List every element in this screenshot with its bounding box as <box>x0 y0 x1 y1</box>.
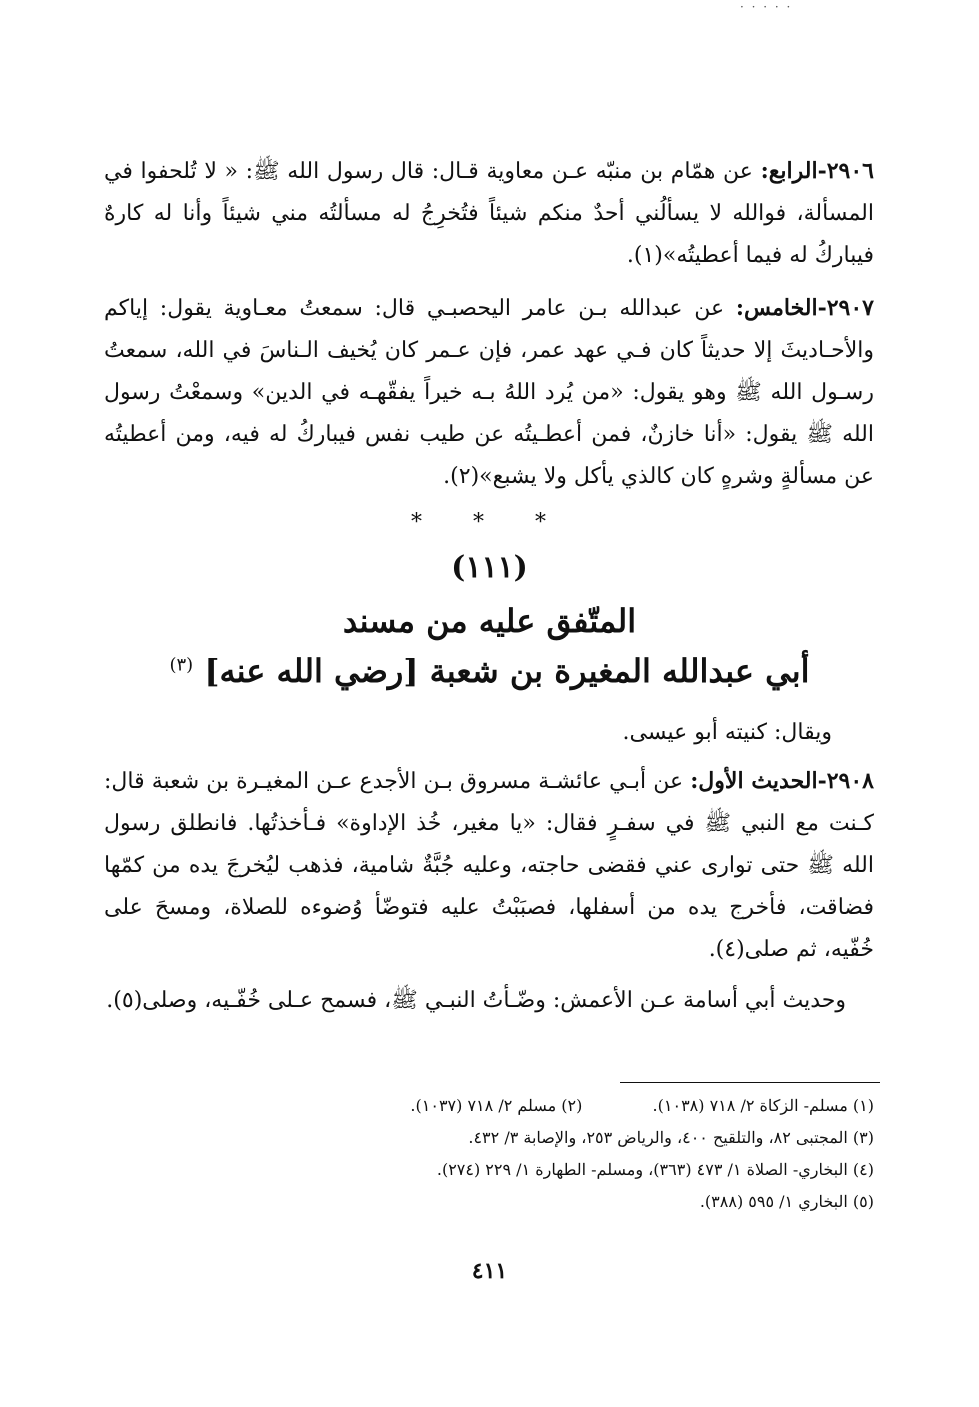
separator-stars: * * * <box>411 510 568 535</box>
hadith-2906-label: ٢٩٠٦-الرابع: <box>760 158 874 184</box>
hadith-2907-label: ٢٩٠٧-الخامس: <box>735 295 874 321</box>
page-number: ٤١١ <box>471 1258 508 1284</box>
kunya-line <box>104 712 874 754</box>
footnote-2: (٢) مسلم ٢/ ٧١٨ (١٠٣٧). <box>410 1096 583 1115</box>
hadith-2907-text: عن عبدالله بـن عامر اليحصبـي قال: سمعتُ معـاوية يقول: إياكم والأحـاديثَ إلا حديثاً كان فـي عهد عمر، فإن عـمر كان يُخيف الـناسَ في الله، سمعتُ رسـول الله ﷺ وهو يقول: «من يُرد اللهُ بـه خيراً يفقّهـه في الدين» وسمعْتُ رسول الله ﷺ يقول: «أنا خازنٌ، فمن أعطـيتُه عن طيب نفس فيباركُ له فيه، ومن أعطيتُه عن مسألةٍ وشرهٍ كان كالذي يأكل ولا يشبع»(٢). <box>104 296 874 489</box>
footnote-3: (٣) المجتبى ٨٢، والتلقيح ٤٠٠، والرياض ٢٥٣، والإصابة ٣/ ٤٣٢. <box>468 1128 874 1147</box>
chapter-title-line1: المتّفق عليه من مسند <box>342 602 637 640</box>
abu-usama-paragraph <box>104 980 874 1022</box>
top-dots-mark: · · · · · <box>740 0 793 14</box>
chapter-title-line2-text: أبي عبدالله المغيرة بن شعبة [رضي الله عنه] <box>204 652 810 690</box>
footnote-row-1-2 <box>104 1090 874 1122</box>
footnote-4: (٤) البخاري- الصلاة ١/ ٤٧٣ (٣٦٣)، ومسلم- الطهارة ١/ ٢٢٩ (٢٧٤). <box>436 1160 874 1179</box>
hadith-2908-text: عن أبـي عائشـة مسروق بـن الأجدع عـن المغيـرة بن شعبة قال: كـنت مع النبي ﷺ في سفـرٍ فقال: «يا مغير، خُذ الإداوة» فـأخذتُها. فانطلق رسول الله ﷺ حتى توارى عني فقضى حاجته، وعليه جُبَّةٌ شامية، فذهب ليُخرجَ يده من كمّها فضاقت، فأخرج يده من أسفلها، فصبَبْتُ عليه فتوضّأ وُضوءه للصلاة، ومسحَ على خُفّيه، ثم صلى(٤). <box>104 769 874 962</box>
footnote-5: (٥) البخاري ١/ ٥٩٥ (٣٨٨). <box>699 1192 874 1211</box>
footnote-1: (١) مسلم- الزكاة ٢/ ٧١٨ (١٠٣٨). <box>652 1096 874 1115</box>
kunya-text: ويقال: كنيته أبو عيسى. <box>622 720 832 745</box>
hadith-2908-label: ٢٩٠٨-الحديث الأول: <box>690 768 874 794</box>
chapter-number: (١١١) <box>451 550 528 585</box>
abu-usama-text: وحديث أبي أسامة عـن الأعمش: وضّـأتُ النبـي ﷺ، فسمح عـلى خُفّـيه، وصلى(٥). <box>106 988 846 1013</box>
hadith-2908 <box>104 760 874 971</box>
chapter-title-footnote-ref: (٣) <box>169 654 194 676</box>
hadith-2906 <box>104 150 874 277</box>
chapter-title-line2 <box>0 652 979 690</box>
footnotes <box>104 1090 874 1218</box>
hadith-2907 <box>104 287 874 498</box>
hadith-2906-text: عن همّام بن منبّه عـن معاوية قـال: قال رسول الله ﷺ: « لا تُلحفوا في المسألة، فوالله لا يسألُني أحدٌ منكم شيئاً فتُخرِجُ له مسألتُه مني شيئاً وأنا له كارهٌ فيباركُ له فيما أعطيتُه»(١). <box>104 159 874 268</box>
footnote-divider <box>620 1082 880 1083</box>
